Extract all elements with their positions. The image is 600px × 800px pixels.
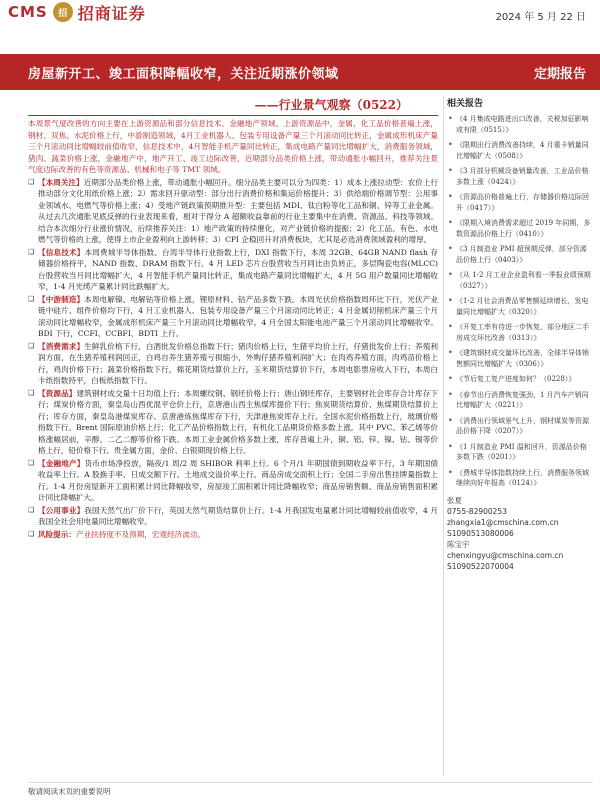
footer-disclaimer: 敬请阅读末页的重要说明 — [28, 787, 111, 796]
bullet-finance — [28, 458, 438, 504]
bullet-it — [28, 247, 438, 293]
bullet-focus — [28, 177, 438, 246]
related-reports-list — [447, 114, 593, 489]
bullet-text: 我国天然气出厂价下行，英国天然气期货结算价上行。1-4 月我国发电量累计同比增幅较前值收窄，4 月我国全社会用电量同比增幅收窄。 — [38, 505, 438, 526]
related-report-link[interactable]: • 《开复工率有待进一步恢复，部分地区二手房成交环比改善（0313）》 — [447, 322, 593, 343]
bullet-tag: 【信息技术】 — [38, 247, 85, 257]
main-content — [28, 118, 438, 778]
bullet-text: 本周电解镍、电解钴等价格上涨，锂原材料、钴产品多数下跌。本周光伏价格指数周环比下行，光伏产业链中硅片、组件价格均下行，4 月工业机器人、包装专用设备产量三个月滚动同比转正；4 月金属切削机床产量三个月滚动同比增幅收窄，金属成形机床产量三个月滚动同比增幅收窄。4 月全国太阳能电池产量三个月滚动同比增幅收窄。BDI 下行，CCFI、CCBFI、BDTI 上行。 — [38, 294, 438, 338]
contact-line: chenxingyu@cmschina.com.cn — [447, 550, 564, 560]
bullet-text: 建筑钢材成交量十日均值上行；本周螺纹钢、钢坯价格上行；唐山钢坯库存，主要钢材社会库存合计库存下行；煤炭价格方面，秦皇岛山西优混平仓价上行，京唐港山西主焦煤库提价下行；焦炭期货结算价、焦煤期货结算价上行；库存方面，秦皇岛港煤炭库存、京唐港炼焦煤库存下行，天津港焦炭库存上行。全国水泥价格指数上行，玻璃价格指数下行。Brent 国际原油价格上行；化工产品价格指数上行，有机化工品期货价格多数上涨。其中 PVC、苯乙烯等价格涨幅居前，辛醇、二乙二醇等价格下跌。本周工业金属价格多数上涨，库存普遍上升，铜、铝、锌、镍、钴、锡等价格上行，铅价格下行。贵金属方面，金价、白银期现价格上行。 — [38, 388, 438, 455]
contact-line: 张夏 — [447, 495, 462, 505]
contact-line: S1090513080006 — [447, 528, 514, 538]
related-reports-heading: 相关报告 — [447, 99, 484, 109]
analyst-contact — [447, 495, 593, 572]
risk-warning — [28, 529, 438, 541]
footer-divider — [28, 782, 593, 783]
logo-text-cn: 招商证券 — [77, 3, 146, 23]
related-report-link[interactable]: • 《消费出行领域景气上升，钢材煤炭等资源品价格下降（0207）》 — [447, 416, 593, 437]
related-report-link[interactable]: • 《限期入境消费需求超过 2019 年同期，多数资源品价格上行（0410）》 — [447, 218, 593, 239]
related-report-link[interactable]: • 《3 月部分机械设备销量改善，工业品价格多数上涨（0424）》 — [447, 166, 593, 187]
bullet-tag: 【本周关注】 — [38, 177, 84, 187]
bullet-text: 本周费城半导体指数、台湾半导体行业指数上行，DXI 指数下行，本周 32GB、64GB NAND flash 存储器价格持平，NAND 指数、DRAM 指数下行。4 月 LED 芯片台股营收当月同比由负转正，多层陶瓷电容(MLCC)台股营收当月同比增幅扩大，4 月智能手机产量同比转正，集成电路产量同比增幅扩大，4 月 5G 用户数量同比增幅收窄，1-4 月光缆产量累计同比跌幅扩大。 — [38, 247, 438, 291]
bullet-tag: 【金融地产】 — [38, 458, 85, 468]
bullet-text: 货币市场净投放，隔夜/1 周/2 周 SHIBOR 利率上行。6 个月/1 年期国债到期收益率下行，3 年期国债收益率上行。A 股换手率、日成交额下行。土地成交溢价率上行、商品房成交面积上行；全国二手房出售挂牌量指数上行。1-4 月份房屋新开工面积累计同比降幅收窄，房屋竣工面积累计同比降幅收窄；商品房销售额、商品房销售面积累计同比降幅扩大。 — [38, 458, 438, 502]
title-banner — [0, 54, 600, 90]
risk-label: 风险提示： — [38, 529, 76, 539]
bullet-manufacturing — [28, 294, 438, 340]
related-report-link[interactable]: • 《资源品价格普遍上行，存储器价格边际回升（0417）》 — [447, 192, 593, 213]
bullet-text: 近期部分品类价格上涨，带动通胀小幅回升。细分品类主要可以分为四类：1）成本上涨拉动型：农价上行推动部分文化用纸价格上涨；2）需求回升驱动型：部分出行消费价格和集运价格提升；3）供给端价格调节型：公用事业领域水、电燃气等价格上涨；4）受地产链政策预期推升型：主要包括 MDI、钛白粉等化工品和铜、锌等工业金属。从过去几次通胀见底反弹的行业表现来看，相对于得分 A 超额收益靠前的行业主要集中在消费、资源品、科技等领域。结合本次细分行业涨价情况，后续推荐关注：1）地产政策的持续催化，对产业链价格的提振；2）化工品、有色、水电燃气等价格的上涨，使得上市企业盈利向上游转移；3）CPI 企稳回升对消费板块，尤其是必选消费领域盈利的增厚。 — [38, 177, 438, 244]
contact-line: S1090522070004 — [447, 561, 514, 571]
risk-text: 产业扶持度不及预期，宏观经济波动。 — [75, 529, 206, 539]
related-report-link[interactable]: • 《限期出行消费改善持续，4 月重卡销量同比增幅扩大（0508）》 — [447, 140, 593, 161]
bullet-resources — [28, 388, 438, 457]
sidebar — [447, 96, 593, 776]
bullet-consumer — [28, 341, 438, 387]
related-report-link[interactable]: • 《春节出行消费恢复强劲，1 月汽车产销同比增幅扩大（0221）》 — [447, 390, 593, 411]
subtitle-divider — [28, 115, 438, 116]
report-date: 2024 年 5 月 22 日 — [495, 12, 586, 23]
header-bar — [0, 0, 600, 28]
related-report-link[interactable]: • 《节后复工复产进度如何？（0228）》 — [447, 374, 593, 385]
bullet-text: 生鲜乳价格下行，白酒批发价格总指数下行；猪肉价格上行，生猪平均价上行，仔猪批发价上行；养殖利润方面，在生猪养殖利润回正，白鸡自养生猪养殖亏损缩小，外购仔猪养殖利润扩大；在肉鸡养殖方面，肉鸡苗价格上行，鸡肉价格下行；蔬菜价格指数下行，棉花期货结算价上行，玉米期货结算价下行，本周电影票房收入下行，本周白卡纸指数持平，白板纸指数下行。 — [38, 341, 438, 385]
report-subtitle: ——行业景气观察（0522） — [254, 98, 408, 112]
related-report-link[interactable]: • 《3 月制造业 PMI 超预期反弹，部分资源品价格上行（0403）》 — [447, 244, 593, 265]
bullet-tag: 【资源品】 — [38, 388, 77, 398]
related-report-link[interactable]: • 《建筑钢材成交量环比改善，全球半导体销售额同比增幅扩大（0306）》 — [447, 348, 593, 369]
logo-badge-icon: 招 — [53, 2, 73, 22]
related-report-link[interactable]: • 《1-2 月社会消费品零售额延续增长，发电量同比增幅扩大（0320）》 — [447, 296, 593, 317]
contact-line: zhangxia1@cmschina.com.cn — [447, 517, 559, 527]
bullet-utilities — [28, 505, 438, 528]
related-report-link[interactable]: • 《4 月集成电路进出口改善，关税加征影响或有限（0515）》 — [447, 114, 593, 135]
report-type-label: 定期报告 — [533, 67, 586, 82]
summary-paragraph: 本周景气度改善的方向主要在上游资源品和部分信息技术、金融地产领域。上游资源品中，金属、化工品价格普遍上涨，钢材、双焦、水泥价格上行，中游制造领域，4月工业机器人、包装专用设备产量三个月滚动同比转正，金属成形机床产量三个月滚动同比增幅较前值收窄，信息技术中，4月智能手机产量同比转正，集成电路产量同比增幅扩大，消费服务领域，猪肉、蔬菜价格上涨，金融地产中，地产开工、竣工边际改善，近期部分品类价格上涨，带动通胀小幅回升，推荐关注景气度边际改善的有色等资源品、机械和电子等 TMT 领域。 — [28, 119, 438, 174]
bullet-tag: 【消费需求】 — [38, 341, 85, 351]
report-title: 房屋新开工、竣工面积降幅收窄，关注近期涨价领域 — [28, 67, 339, 82]
related-report-link[interactable]: • 《1 月制造业 PMI 温和回升，资源品价格多数下跌（0201）》 — [447, 442, 593, 463]
related-report-link[interactable]: • 《从 1-2 月工业企业盈利看一季报业绩预期（0327）》 — [447, 270, 593, 291]
company-logo — [8, 0, 146, 24]
column-divider — [443, 96, 444, 776]
contact-line: 0755-82900253 — [447, 506, 507, 516]
related-report-link[interactable]: • 《费城半导体指数持续上行，消费服务领域继续向好年报高（0124）》 — [447, 468, 593, 489]
bullet-tag: 【中游制造】 — [38, 294, 85, 304]
logo-text-cms: CMS — [8, 3, 48, 21]
contact-line: 陈宝宇 — [447, 539, 470, 549]
bullet-tag: 【公用事业】 — [38, 505, 85, 515]
